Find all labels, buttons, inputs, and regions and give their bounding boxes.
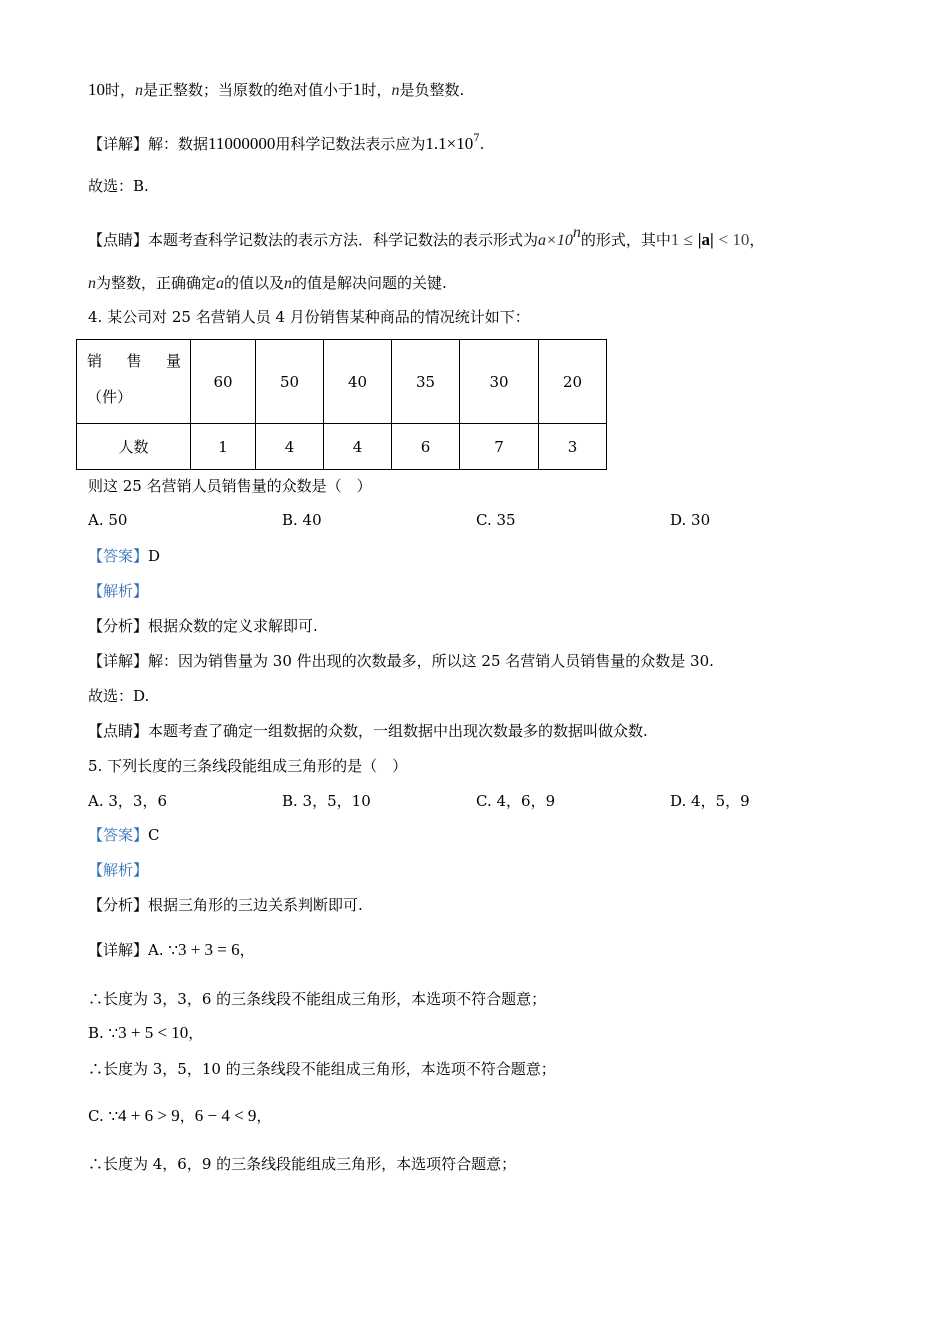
table-cell: 人数: [77, 424, 191, 470]
conclusion-line: ∴长度为 3，3，6 的三条线段不能组成三角形，本选项不符合题意；: [88, 990, 547, 1008]
table-cell: 7: [460, 424, 539, 470]
table-cell: 1: [191, 424, 256, 470]
option-b-reason: B. ∵3 + 5 < 10，: [88, 1023, 204, 1042]
detail-line: 【详解】解：数据11000000用科学记数法表示应为$1.1\times 10^7$.: [88, 133, 485, 153]
table-cell: 60: [191, 340, 256, 424]
analysis-line: 【分析】根据三角形的三边关系判断即可.: [88, 896, 363, 914]
option-b: B. 3，5，10: [282, 792, 371, 810]
note-line: 【点睛】本题考查了确定一组数据的众数，一组数据中出现次数最多的数据叫做众数.: [88, 722, 648, 740]
text-line: 10时，n是正整数；当原数的绝对值小于1时，n是负整数.: [88, 80, 465, 99]
analysis-tag: 【解析】: [88, 582, 149, 600]
question-4-ask: 则这 25 名营销人员销售量的众数是（ ）: [88, 477, 372, 495]
conclusion-line: ∴长度为 4，6，9 的三条线段能组成三角形，本选项符合题意；: [88, 1155, 517, 1173]
option-c: C. 4，6，9: [476, 792, 556, 810]
detail-line: 【详解】解：因为销售量为 30 件出现的次数最多，所以这 25 名营销人员销售量的众数是 30.: [88, 652, 714, 670]
header-cell: 销 售 量 （件）: [77, 340, 191, 424]
table-cell: 50: [256, 340, 324, 424]
option-b: B. 40: [282, 511, 322, 529]
conclusion-line: ∴长度为 3，5，10 的三条线段不能组成三角形，本选项不符合题意；: [88, 1060, 556, 1078]
option-d: D. 30: [670, 511, 711, 529]
answer-line: 【答案】D: [88, 547, 161, 565]
choose-line: 故选：D.: [88, 687, 150, 705]
question-5: 5. 下列长度的三条线段能组成三角形的是（ ）: [88, 757, 408, 775]
option-a: A. 3，3，6: [88, 792, 167, 810]
option-c: C. 35: [476, 511, 516, 529]
table-cell: 4: [256, 424, 324, 470]
note-line: 【点睛】本题考查科学记数法的表示方法．科学记数法的表示形式为$a\times 10^n$的形式，其中1 ≤ |a| < 10，: [88, 224, 765, 249]
answer-line: 【答案】C: [88, 826, 160, 844]
table-cell: 30: [460, 340, 539, 424]
analysis-tag: 【解析】: [88, 861, 149, 879]
detail-line: 【详解】A. ∵3 + 3 = 6，: [88, 940, 255, 959]
analysis-line: 【分析】根据众数的定义求解即可.: [88, 617, 318, 635]
choose-line: 故选：B.: [88, 177, 149, 195]
table-cell: 3: [539, 424, 607, 470]
table-cell: 40: [324, 340, 392, 424]
table-cell: 6: [392, 424, 460, 470]
option-d: D. 4，5，9: [670, 792, 750, 810]
option-c-reason: C. ∵4 + 6 > 9，6 − 4 < 9，: [88, 1106, 272, 1125]
sales-table: [76, 339, 607, 470]
table-row: [77, 340, 607, 424]
option-a: A. 50: [88, 511, 128, 529]
table-cell: 35: [392, 340, 460, 424]
table-cell: 4: [324, 424, 392, 470]
table-cell: 20: [539, 340, 607, 424]
text-line: n为整数，正确确定a的值以及n的值是解决问题的关键.: [88, 274, 447, 292]
table-row: [77, 424, 607, 470]
question-4: 4. 某公司对 25 名营销人员 4 月份销售某种商品的情况统计如下：: [88, 308, 530, 326]
